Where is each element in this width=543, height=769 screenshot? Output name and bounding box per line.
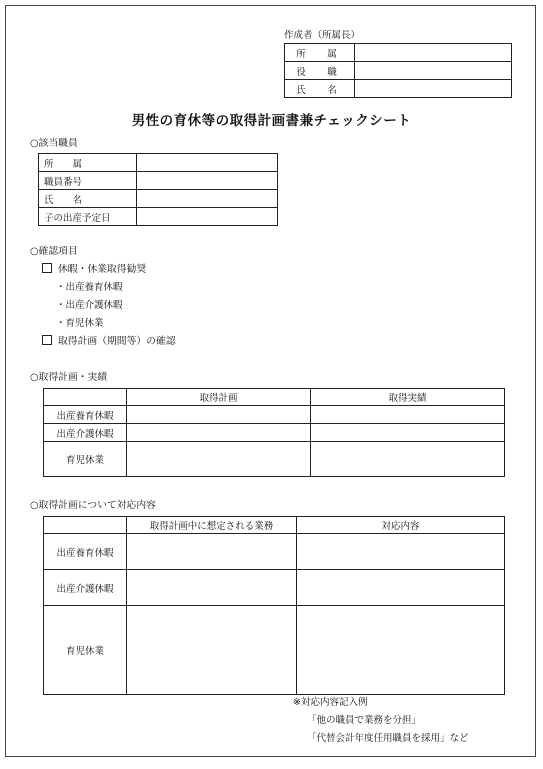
- action-cell[interactable]: [297, 570, 505, 606]
- result-cell[interactable]: [311, 442, 505, 477]
- table-row: [44, 534, 505, 570]
- employee-row: [39, 190, 278, 208]
- confirm-item-plan-check[interactable]: [42, 333, 176, 347]
- row-label: 育児休業: [44, 606, 127, 695]
- response-corner-cell: [44, 517, 127, 534]
- result-column-header: 取得実績: [311, 389, 505, 406]
- row-label: 出産養育休暇: [44, 534, 127, 570]
- note-example-2: 「代替会計年度任用職員を採用」など: [307, 733, 469, 744]
- action-cell[interactable]: [297, 534, 505, 570]
- action-cell[interactable]: [297, 606, 505, 695]
- creator-position-field[interactable]: [355, 62, 512, 80]
- employee-row: [39, 154, 278, 172]
- plan-cell[interactable]: [127, 424, 311, 442]
- table-row: [44, 570, 505, 606]
- creator-row: [285, 62, 512, 80]
- work-cell[interactable]: [127, 570, 297, 606]
- row-label: 出産介護休暇: [44, 570, 127, 606]
- creator-name-field[interactable]: [355, 80, 512, 98]
- plan-column-header: 取得計画: [127, 389, 311, 406]
- employee-row: [39, 172, 278, 190]
- row-label: 出産介護休暇: [44, 424, 127, 442]
- employee-row: [39, 208, 278, 226]
- table-header-row: [44, 517, 505, 534]
- plan-table: [43, 388, 505, 477]
- employee-number-label: 職員番号: [39, 172, 137, 190]
- result-cell[interactable]: [311, 424, 505, 442]
- employee-table: [38, 153, 278, 226]
- confirm-subitem: ・育児休業: [56, 318, 104, 329]
- work-cell[interactable]: [127, 534, 297, 570]
- employee-name-field[interactable]: [137, 190, 278, 208]
- response-heading: ○取得計画について対応内容: [30, 500, 156, 511]
- confirm-subitem: ・出産養育休暇: [56, 282, 123, 293]
- plan-cell[interactable]: [127, 442, 311, 477]
- action-column-header: 対応内容: [297, 517, 505, 534]
- plan-cell[interactable]: [127, 406, 311, 424]
- plan-corner-cell: [44, 389, 127, 406]
- checkbox-icon[interactable]: [42, 335, 52, 345]
- document-title: 男性の育休等の取得計画書兼チェックシート: [131, 113, 412, 129]
- creator-row: [285, 44, 512, 62]
- table-row: [44, 606, 505, 695]
- due-date-label: 子の出産予定日: [39, 208, 137, 226]
- table-row: [44, 406, 505, 424]
- confirm-item-label: 取得計画（期間等）の確認: [58, 336, 176, 347]
- employee-heading: ○該当職員: [30, 138, 78, 149]
- plan-heading: ○取得計画・実績: [30, 372, 108, 383]
- employee-affiliation-label: 所 属: [39, 154, 137, 172]
- table-header-row: [44, 389, 505, 406]
- table-row: [44, 442, 505, 477]
- employee-affiliation-field[interactable]: [137, 154, 278, 172]
- work-column-header: 取得計画中に想定される業務: [127, 517, 297, 534]
- document-page: [5, 5, 536, 757]
- work-cell[interactable]: [127, 606, 297, 695]
- row-label: 出産養育休暇: [44, 406, 127, 424]
- row-label: 育児休業: [44, 442, 127, 477]
- creator-name-label: 氏 名: [285, 80, 355, 98]
- creator-row: [285, 80, 512, 98]
- confirm-heading: ○確認項目: [30, 246, 78, 257]
- result-cell[interactable]: [311, 406, 505, 424]
- checkbox-icon[interactable]: [42, 263, 52, 273]
- response-table: [43, 516, 505, 695]
- note-heading: ※対応内容記入例: [293, 697, 368, 708]
- creator-affiliation-label: 所 属: [285, 44, 355, 62]
- employee-number-field[interactable]: [137, 172, 278, 190]
- note-example-1: 「他の職員で業務を分担」: [307, 715, 422, 726]
- creator-affiliation-field[interactable]: [355, 44, 512, 62]
- creator-table: [284, 43, 512, 98]
- confirm-item-leave-recommendation[interactable]: [42, 261, 146, 275]
- due-date-field[interactable]: [137, 208, 278, 226]
- creator-position-label: 役 職: [285, 62, 355, 80]
- confirm-item-label: 休暇・休業取得勧奨: [58, 264, 147, 275]
- confirm-subitem: ・出産介護休暇: [56, 300, 123, 311]
- table-row: [44, 424, 505, 442]
- creator-label: 作成者（所属長）: [284, 30, 361, 41]
- employee-name-label: 氏 名: [39, 190, 137, 208]
